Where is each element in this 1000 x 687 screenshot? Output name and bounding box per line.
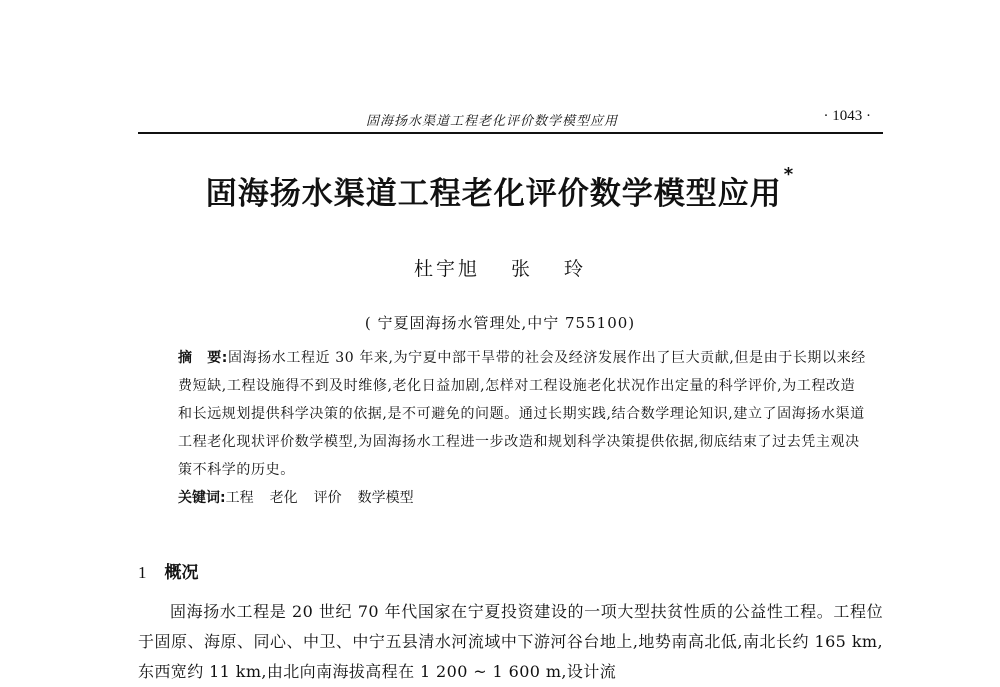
abstract-label: 摘 要: — [178, 350, 228, 366]
body-paragraph: 固海扬水工程是 20 世纪 70 年代国家在宁夏投资建设的一项大型扶贫性质的公益性工程。工程位于固原、海原、同心、中卫、中宁五县清水河流域中下游河谷台地上,地势南高北低,南北长约 165 km,东西宽约 11 km,由北向南海拔高程在 1 200 ~ 1 600 m,设计流 — [138, 602, 883, 681]
keyword-2: 老化 — [269, 490, 298, 506]
keyword-1: 工程 — [225, 490, 254, 506]
section-title: 概况 — [164, 563, 199, 583]
paper-title-text: 固海扬水渠道工程老化评价数学模型应用 — [205, 176, 782, 212]
running-title: 固海扬水渠道工程老化评价数学模型应用 — [366, 114, 619, 129]
author-1: 杜宇旭 — [413, 258, 480, 280]
section-number: 1 — [138, 563, 147, 582]
title-footnote-mark: * — [783, 164, 795, 185]
keywords-label: 关键词: — [178, 490, 226, 506]
authors — [0, 254, 1000, 281]
keyword-3: 评价 — [313, 490, 342, 506]
paper-title — [0, 164, 1000, 213]
abstract-text: 固海扬水工程近 30 年来,为宁夏中部干旱带的社会及经济发展作出了巨大贡献,但是由于长期以来经费短缺,工程设施得不到及时维修,老化日益加剧,怎样对工程设施老化状况作出定量的科学评价,为工程改造和长远规划提供科学决策的依据,是不可避免的问题。通过长期实践,结合数学理论知识,建立了固海扬水渠道工程老化现状评价数学模型,为固海扬水工程进一步改造和规划科学决策提供依据,彻底结束了过去凭主观决策不科学的历史。 — [178, 350, 866, 478]
section-heading — [138, 558, 199, 583]
affiliation: ( 宁夏固海扬水管理处,中宁 755100) — [364, 314, 636, 332]
running-header — [138, 108, 883, 134]
page-number: · 1043 · — [823, 108, 871, 124]
abstract — [178, 344, 868, 484]
keyword-4: 数学模型 — [357, 490, 414, 506]
author-2: 张 玲 — [511, 258, 587, 280]
keywords — [178, 484, 868, 512]
